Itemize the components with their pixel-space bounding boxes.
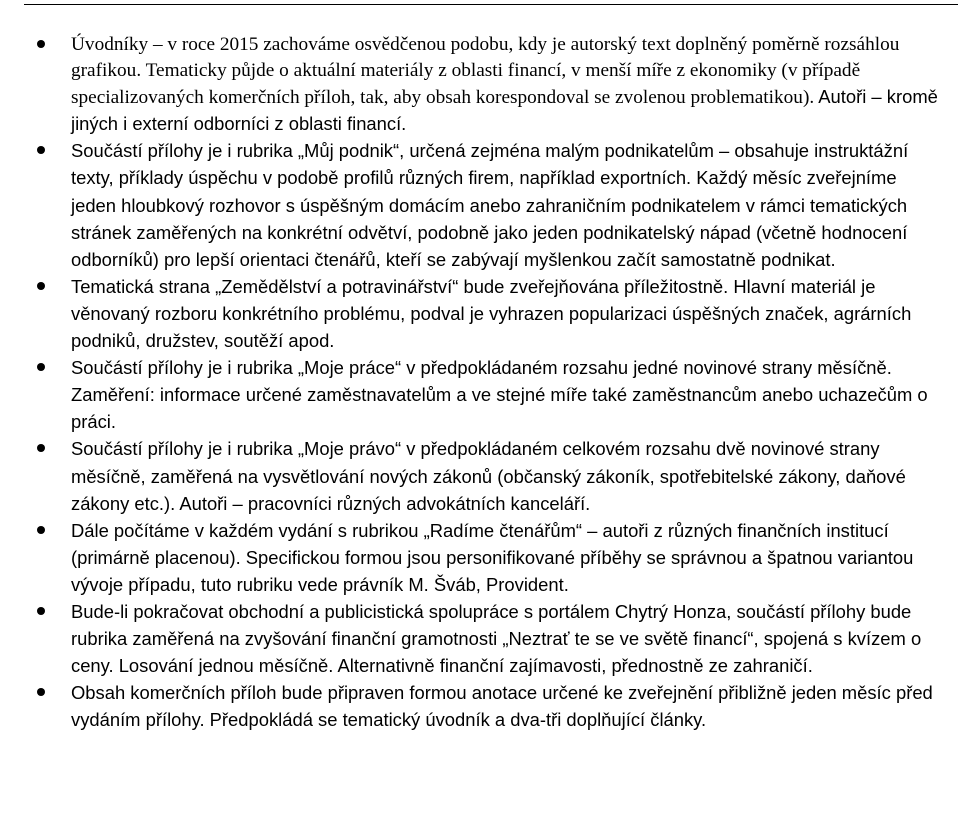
list-item <box>0 599 960 680</box>
list-item <box>0 32 960 138</box>
paragraph-text: Součástí přílohy je i rubrika „Moje právo“ v předpokládaném celkovém rozsahu dvě novinové strany měsíčně, zaměřená na vysvětlování nových zákonů (občanský zákoník, spotřebitelské zákony, daňové zákony etc.). Autoři – pracovníci různých advokátních kanceláří. <box>71 438 906 514</box>
bullet-icon <box>37 688 45 696</box>
bullet-icon <box>37 146 45 154</box>
list-item <box>0 518 960 599</box>
bullet-list <box>0 32 960 734</box>
list-item <box>0 274 960 355</box>
bullet-icon <box>37 282 45 290</box>
list-item <box>0 680 960 734</box>
bullet-icon <box>37 444 45 452</box>
bullet-icon <box>37 526 45 534</box>
top-divider <box>24 4 958 5</box>
list-item <box>0 355 960 436</box>
paragraph-text: Součástí přílohy je i rubrika „Můj podnik“, určená zejména malým podnikatelům – obsahuje instruktážní texty, příklady úspěchu v podobě profilů různých firem, například exportních. Každý měsíc zveřejníme jeden hloubkový rozhovor s úspěšným domácím anebo zahraničním podnikatelem v rámci tematických stránek zaměřených na konkrétní odvětví, podobně jako jeden podnikatelský nápad (včetně hodnocení odborníků) pro lepší orientaci čtenářů, kteří se zabývají myšlenkou začít samostatně podnikat. <box>71 140 909 270</box>
bullet-icon <box>37 607 45 615</box>
paragraph-text: Součástí přílohy je i rubrika „Moje práce“ v předpokládaném rozsahu jedné novinové strany měsíčně. Zaměření: informace určené zaměstnavatelům a ve stejné míře také zaměstnancům anebo uchazečům o práci. <box>71 357 928 433</box>
list-item <box>0 436 960 517</box>
paragraph-text: Bude-li pokračovat obchodní a publicistická spolupráce s portálem Chytrý Honza, součástí přílohy bude rubrika zaměřená na zvyšování finanční gramotnosti „Neztrať te se ve světě financí“, spojená s kvízem o ceny. Losování jednou měsíčně. Alternativně finanční zajímavosti, přednostně ze zahraničí. <box>71 600 922 677</box>
paragraph-text-serif: Úvodníky – v roce 2015 zachováme osvědčenou podobu, kdy je autorský text doplněný poměrně rozsáhlou grafikou. Tematicky půjde o aktuální materiály z oblasti financí, v menší míře z ekonomiky (v případě specializovaných komerčních příloh, tak, aby obsah korespondoval se zvolenou problematikou). <box>71 34 900 109</box>
paragraph-text: Dále počítáme v každém vydání s rubrikou „Radíme čtenářům“ – autoři z různých finančních institucí (primárně placenou). Specifickou formou jsou personifikované příběhy se správnou a špatnou variantou vývoje případu, tuto rubriku vede právník M. Šváb, Provident. <box>71 519 914 595</box>
paragraph-text-continued: Hlavní materiál je věnovaný rozboru konkrétního problému, podval je vyhrazen popularizaci úspěšných značek, agrárních podniků, družstev, soutěží apod. <box>71 275 912 352</box>
paragraph-text-sans: Autoři – kromě jiných i externí odborníci z oblasti financí. <box>71 86 938 135</box>
paragraph-text: Tematická strana „Zemědělství a potravinářství“ bude zveřejňována příležitostně. <box>71 275 729 297</box>
paragraph-text: Obsah komerčních příloh bude připraven formou anotace určené ke zveřejnění přibližně jeden měsíc před vydáním přílohy. Předpokládá se tematický úvodník a dva-tři doplňující články. <box>71 682 933 731</box>
list-item <box>0 138 960 273</box>
bullet-icon <box>37 363 45 371</box>
bullet-icon <box>37 40 45 48</box>
